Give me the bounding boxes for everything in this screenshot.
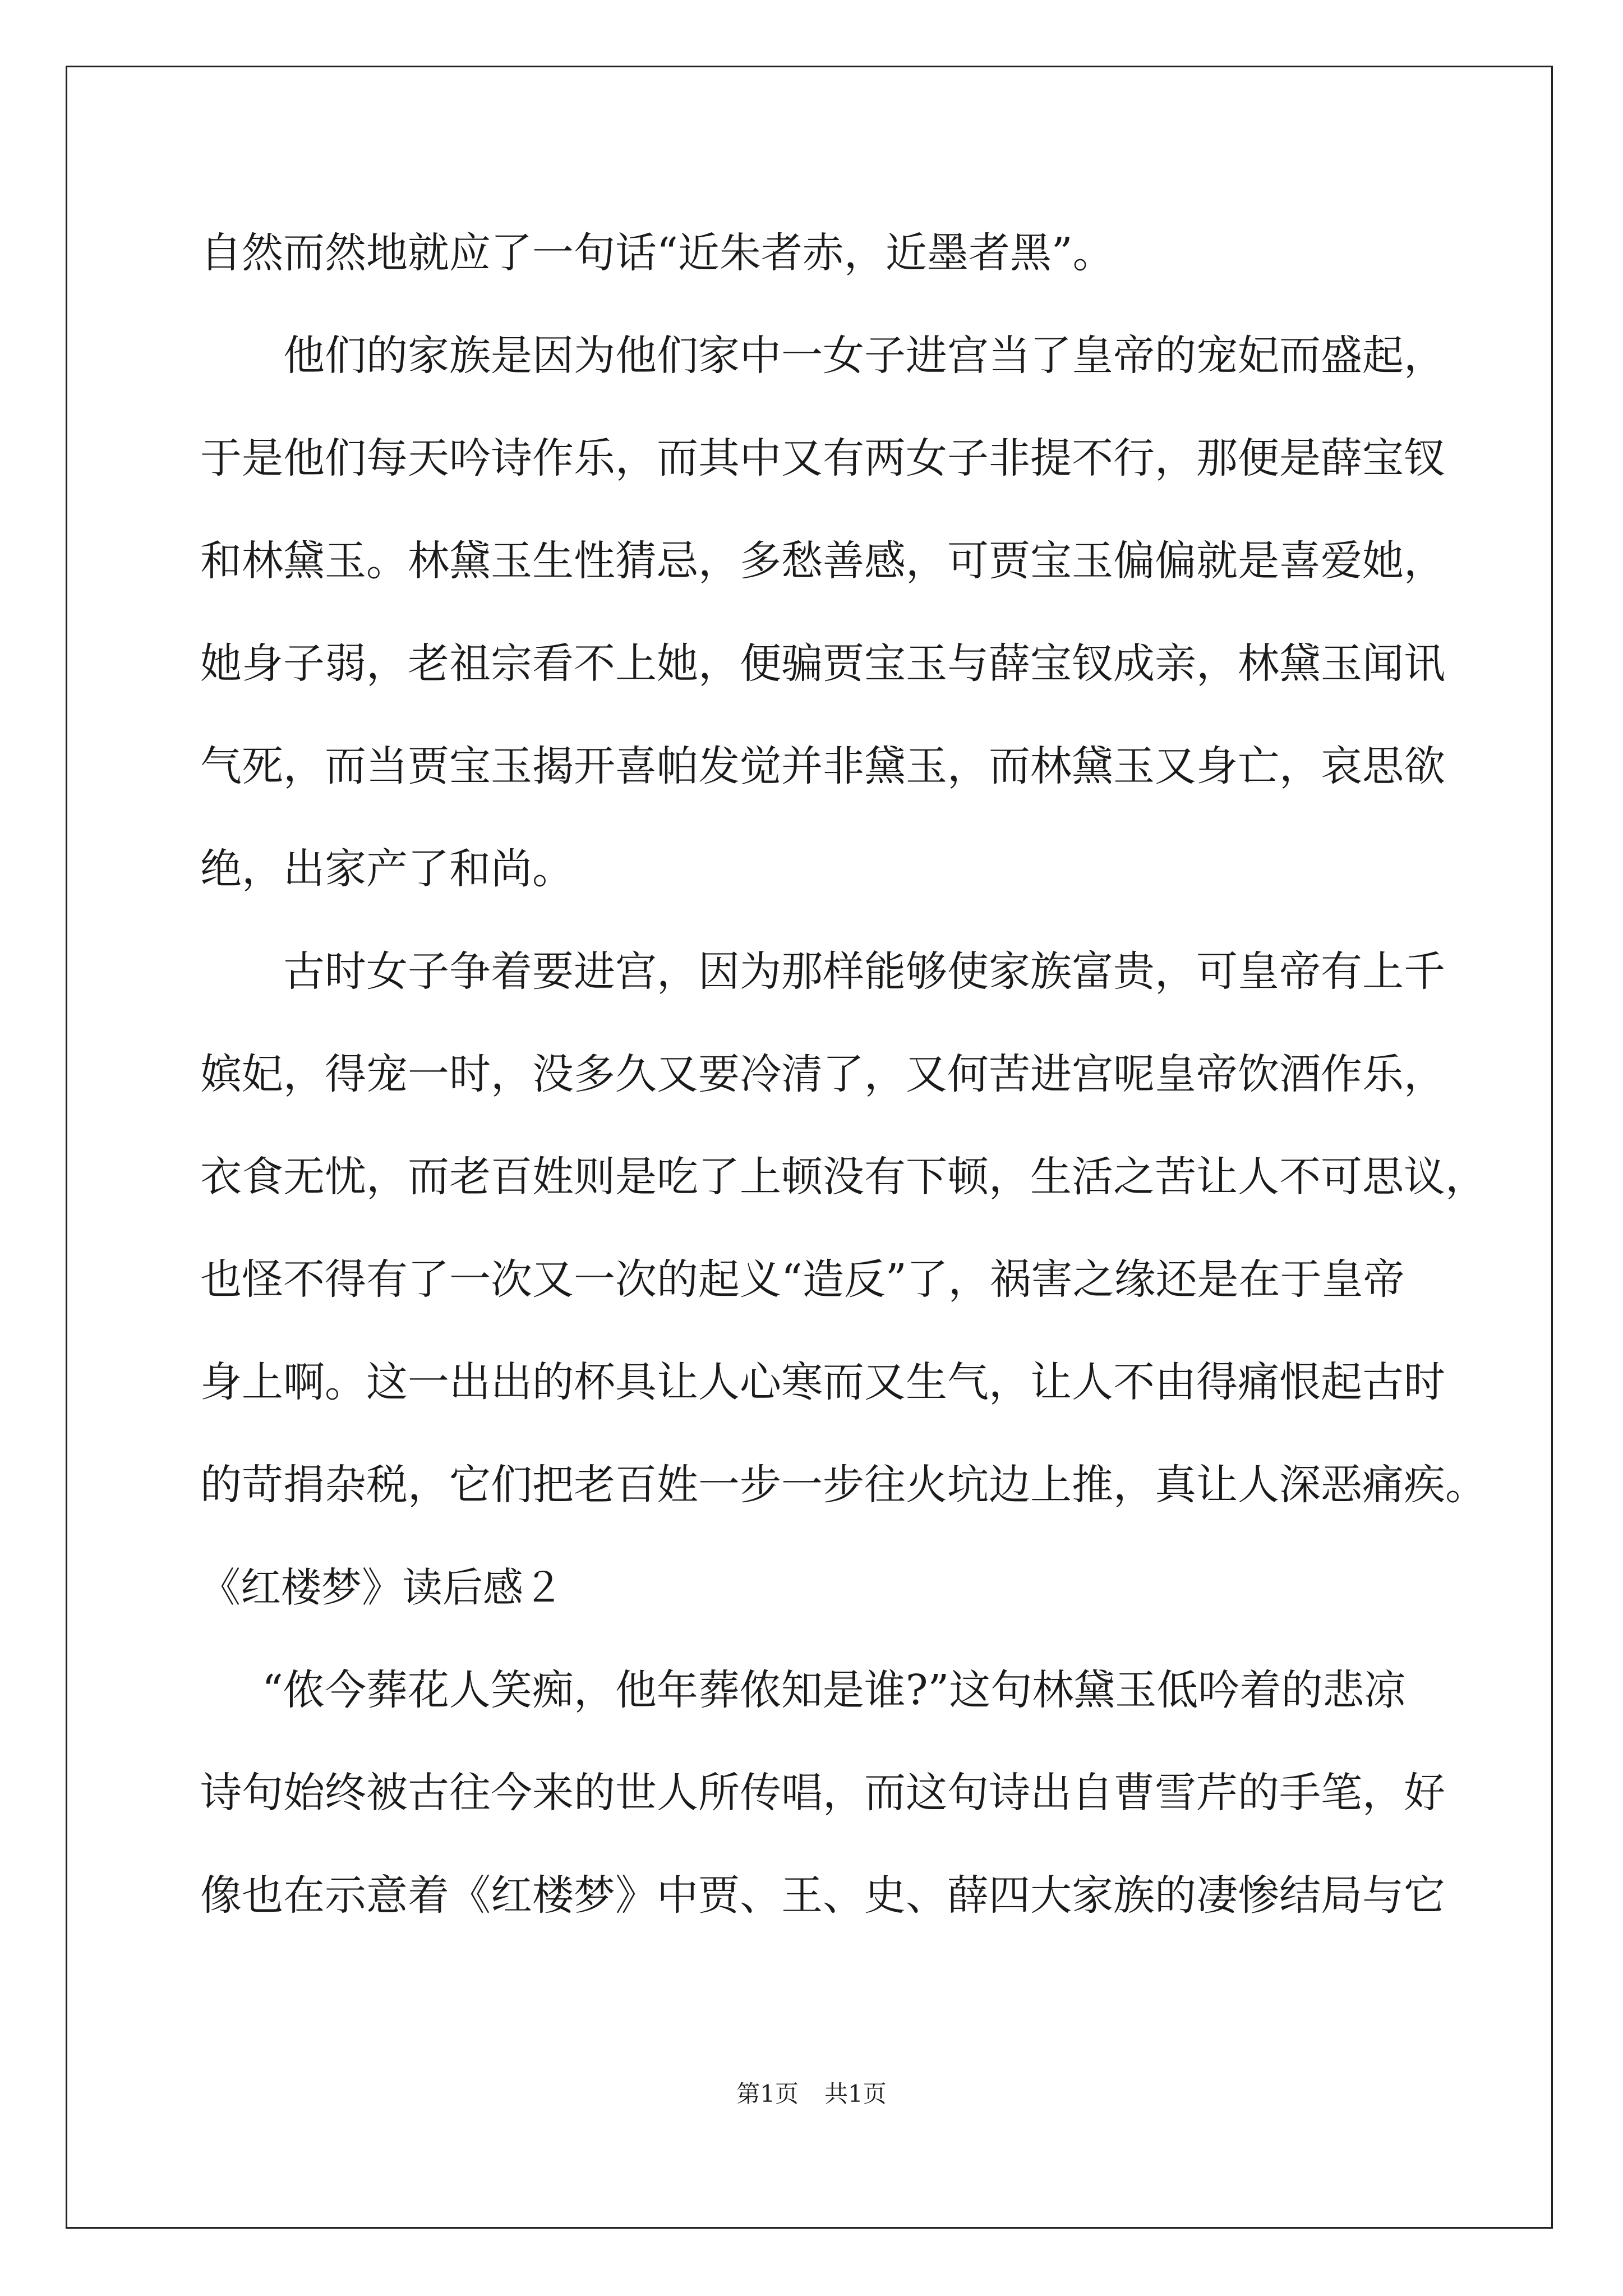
text-line-8: 古时女子争着要进宫，因为那样能够使家族富贵，可皇帝有上千: [283, 947, 1445, 996]
text-line-11: 也怪不得有了一次又一次的起义“造反”了，祸害之缘还是在于皇帝: [200, 1255, 1405, 1304]
text-line-15: “侬今葬花人笑痴，他年葬侬知是谁?”这句林黛玉低吟着的悲凉: [262, 1666, 1406, 1714]
text-line-16: 诗句始终被古往今来的世人所传唱，而这句诗出自曹雪芹的手笔，好: [200, 1769, 1445, 1817]
text-line-13: 的苛捐杂税，它们把老百姓一步一步往火坑边上推，真让人深恶痛疾。: [200, 1461, 1487, 1509]
text-line-3: 于是他们每天吟诗作乐，而其中又有两女子非提不行，那便是薛宝钗: [200, 434, 1445, 482]
text-line-7: 绝，出家产了和尚。: [200, 845, 574, 893]
text-line-12: 身上啊。这一出出的杯具让人心寒而又生气，让人不由得痛恨起古时: [200, 1358, 1445, 1406]
page-total: 共1页: [824, 2080, 887, 2108]
text-line-9: 嫔妃，得宠一时，没多久又要冷清了，又何苦进宫呢皇帝饮酒作乐，: [200, 1050, 1445, 1098]
text-line-1: 自然而然地就应了一句话“近朱者赤，近墨者黑”。: [200, 229, 1114, 277]
text-line-6: 气死，而当贾宝玉揭开喜帕发觉并非黛玉，而林黛玉又身亡，哀思欲: [200, 742, 1445, 790]
document-body: [200, 202, 1487, 1947]
text-line-17: 像也在示意着《红楼梦》中贾、王、史、薛四大家族的凄惨结局与它: [200, 1871, 1445, 1920]
text-line-5: 她身子弱，老祖宗看不上她，便骗贾宝玉与薛宝钗成亲，林黛玉闻讯: [200, 639, 1445, 688]
text-line-10: 衣食无忧，而老百姓则是吃了上顿没有下顿，生活之苦让人不可思议，: [200, 1153, 1487, 1201]
text-line-4: 和林黛玉。林黛玉生性猜忌，多愁善感，可贾宝玉偏偏就是喜爱她，: [200, 537, 1445, 585]
section-heading: 《红楼梦》读后感２: [200, 1564, 564, 1611]
text-line-2: 他们的家族是因为他们家中一女子进宫当了皇帝的宠妃而盛起，: [283, 332, 1445, 380]
page-number: 第1页: [736, 2080, 799, 2108]
page-footer: [0, 2076, 1623, 2109]
